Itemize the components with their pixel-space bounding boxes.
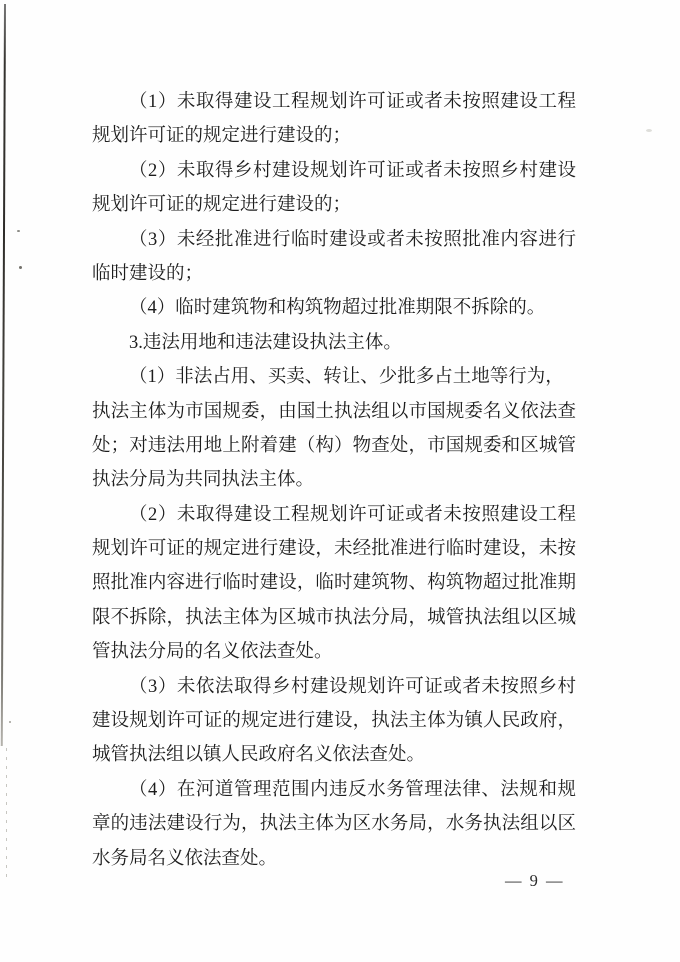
text-line: （3）未经批准进行临时建设或者未按照批准内容进行 bbox=[129, 229, 576, 250]
text-line: 临时建设的； bbox=[92, 263, 204, 284]
scan-speck bbox=[646, 129, 652, 132]
page-number: — 9 — bbox=[505, 871, 565, 890]
text-line: 规划许可证的规定进行建设的； bbox=[92, 126, 352, 147]
scan-speck bbox=[19, 266, 22, 269]
text-line: （1）未取得建设工程规划许可证或者未按照建设工程 bbox=[129, 92, 576, 112]
text-line: 3.违法用地和违法建设执法主体。 bbox=[129, 332, 402, 353]
text-line: （2）未取得乡村建设规划许可证或者未按照乡村建设 bbox=[129, 160, 576, 181]
text-line: 处；对违法用地上附着建（构）物查处，市国规委和区城管 bbox=[92, 435, 576, 456]
text-line: （3）未依法取得乡村建设规划许可证或者未按照乡村 bbox=[129, 676, 576, 697]
text-line: 规划许可证的规定进行建设的； bbox=[92, 195, 352, 216]
text-line: （4）临时建筑物和构筑物超过批准期限不拆除的。 bbox=[129, 298, 546, 319]
scan-speck bbox=[17, 230, 20, 232]
text-line: 照批准内容进行临时建设，临时建筑物、构筑物超过批准期 bbox=[92, 573, 576, 594]
text-line: 建设规划许可证的规定进行建设，执法主体为镇人民政府， bbox=[92, 711, 576, 732]
text-line: 章的违法建设行为，执法主体为区水务局，水务执法组以区 bbox=[92, 814, 576, 835]
text-line: （2）未取得建设工程规划许可证或者未按照建设工程 bbox=[129, 504, 576, 525]
text-line: 规划许可证的规定进行建设，未经批准进行临时建设，未按 bbox=[92, 539, 576, 560]
text-line: 城管执法组以镇人民政府名义依法查处。 bbox=[92, 745, 426, 766]
document-body bbox=[92, 85, 576, 876]
scan-edge-line bbox=[1, 4, 6, 746]
text-line: 限不拆除，执法主体为区城市执法分局，城管执法组以区城 bbox=[92, 607, 576, 628]
text-line: 管执法分局的名义依法查处。 bbox=[92, 642, 333, 663]
scan-speck bbox=[9, 721, 11, 723]
text-line: （1）非法占用、买卖、转让、少批多占土地等行为， bbox=[129, 367, 564, 388]
text-line: （4）在河道管理范围内违反水务管理法律、法规和规 bbox=[129, 779, 576, 800]
scan-edge-line-tail bbox=[6, 748, 7, 878]
text-line: 执法分局为共同执法主体。 bbox=[92, 470, 315, 491]
text-line: 水务局名义依法查处。 bbox=[92, 848, 278, 869]
text-line: 执法主体为市国规委，由国土执法组以市国规委名义依法查 bbox=[92, 401, 576, 422]
